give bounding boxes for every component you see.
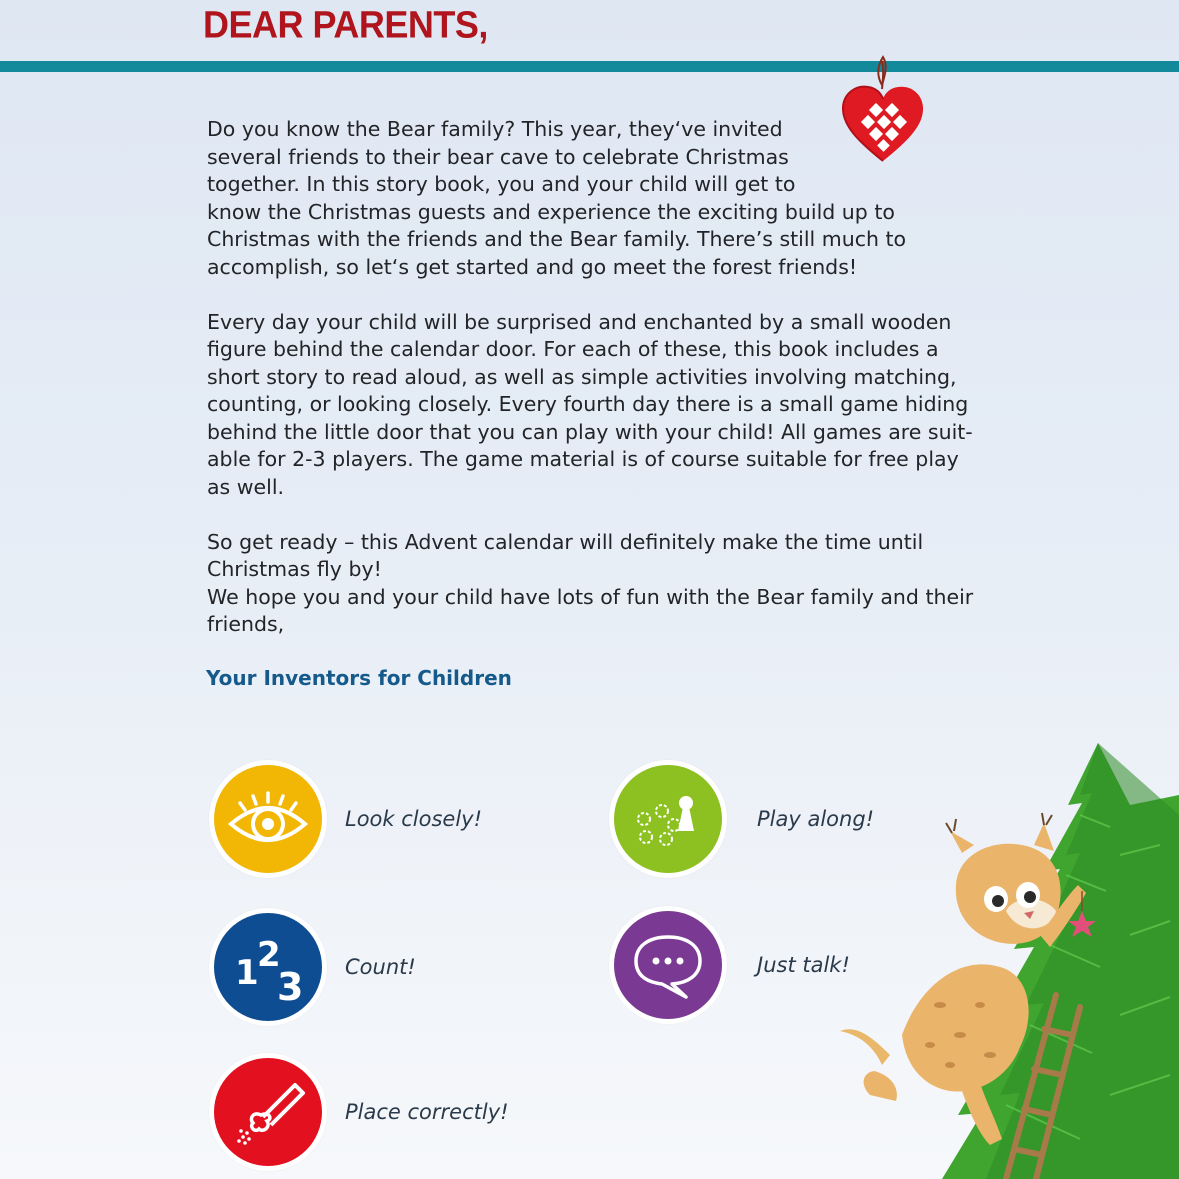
legend-item-place-correctly: [209, 1053, 509, 1171]
legend-circle: [209, 908, 327, 1026]
legend-item-look-closely: [209, 760, 482, 878]
svg-text:2: 2: [257, 935, 281, 975]
legend-label: Play along!: [757, 807, 875, 831]
legend-label: Look closely!: [345, 807, 483, 831]
legend-badge: [214, 913, 322, 1021]
legend-circle: [209, 760, 327, 878]
numbers-123-icon: [223, 922, 313, 1012]
legend-badge: [214, 765, 322, 873]
legend-item-just-talk: [609, 906, 850, 1024]
paragraph-intro: Do you know the Bear family? This year, they‘ve invited several friends to their bear cave to celebrate Christmas together. In this story book, you and your child will get to know the Christmas guests and experience the exciting build up to Christmas with the friends and the Bear family. There’s still much to accomplish, so let‘s get started and go meet the forest friends!: [207, 117, 907, 279]
legend-label: Count!: [345, 955, 416, 979]
legend-badge: [614, 911, 722, 1019]
header-rule: [0, 61, 1179, 72]
legend-badge: [614, 765, 722, 873]
svg-text:1: 1: [235, 953, 259, 993]
eye-icon: [223, 784, 313, 854]
page-title: DEAR PARENTS,: [203, 2, 488, 46]
svg-text:3: 3: [277, 965, 304, 1009]
letter-body: [207, 116, 997, 666]
paragraph-closing: So get ready – this Advent calendar will definitely make the time until Christmas fly by! We hope you and your child have lots of fun with the Bear family and their friends,: [207, 529, 974, 636]
placing-hand-icon: [223, 1067, 313, 1157]
legend-circle: [609, 760, 727, 878]
legend-label: Place correctly!: [345, 1100, 509, 1124]
signature: Your Inventors for Children: [206, 666, 512, 690]
legend-circle: [209, 1053, 327, 1171]
legend-item-count: [209, 908, 416, 1026]
game-pieces-icon: [628, 779, 708, 859]
legend-circle: [609, 906, 727, 1024]
lynx-decorating-tree-illustration: [830, 735, 1179, 1179]
speech-bubble-icon: [626, 927, 710, 1003]
paragraph-daily: Every day your child will be surprised and enchanted by a small wooden figure behind the calendar door. For each of these, this book includes a short story to read aloud, as well as simple activities involving matching, counting, or looking closely. Every fourth day there is a small game hiding behind the little door that you can play with your child! All games are suit- able for 2-3 players. The game material is of course suitable for free play as well.: [207, 309, 973, 499]
legend-badge: [214, 1058, 322, 1166]
legend-label: Just talk!: [757, 953, 850, 977]
